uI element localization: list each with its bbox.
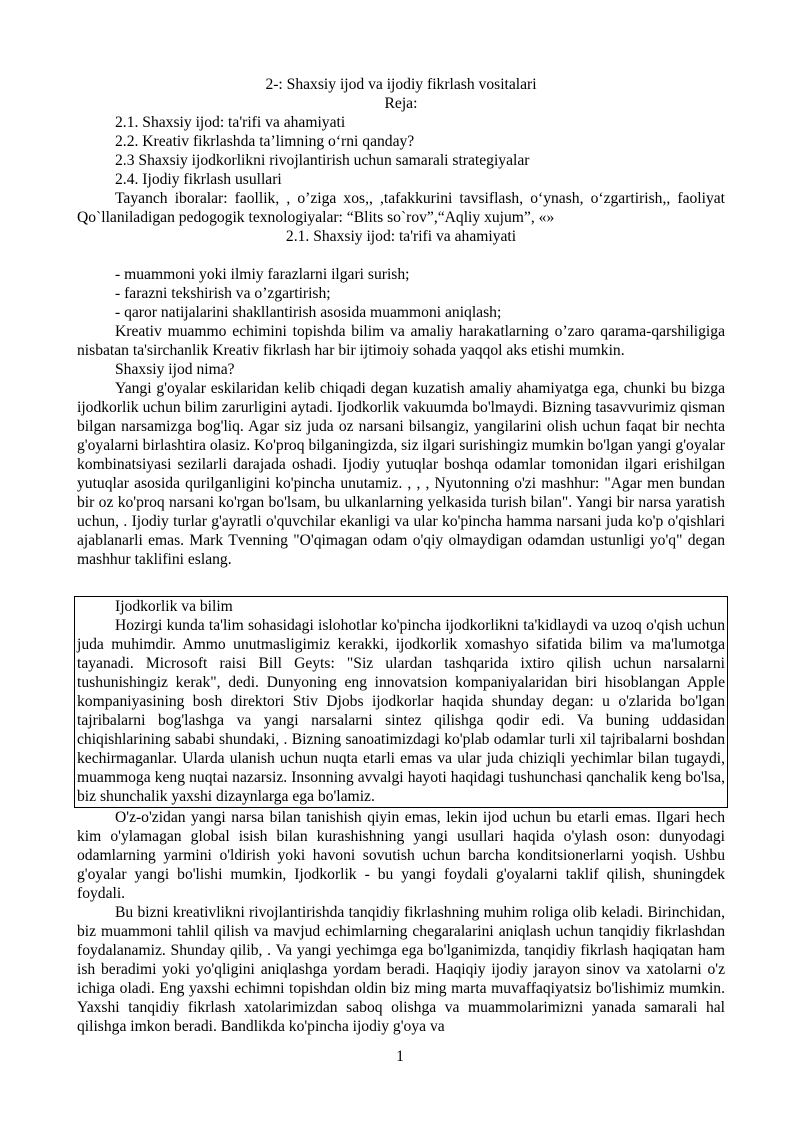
section-heading: 2.1. Shaxsiy ijod: ta'rifi va ahamiyati [285, 228, 517, 245]
document-page [77, 75, 725, 1036]
paragraph-bu: Bu bizni kreativlikni rivojlantirishda tanqidiy fikrlashning muhim roliga olib keladi. Birinchidan, biz muammoni tahlil qilish va mavjud echimlarning chegaralarini aniqlash uchun tanqidiy fikrlashdan foydalanamiz. Shunday qilib, . Va yangi yechimga ega bo'lganimizda, tanqidiy fikrlash haqiqatan ham ish beradimi yoki yo'qligini aniqlashga yordam beradi. Haqiqiy ijodiy jarayon sinov va xatolarni o'z ichiga oladi. Eng yaxshi echimni topishdan oldin biz ming marta muvaffaqiyatsiz bo'lishimiz mumkin. Yaxshi tanqidiy fikrlash xatolarimizdan saboq olishga va muammolarimizni yanada samarali hal qilishga imkon beradi. Bandlikda ko'pincha ijodiy g'oya va [77, 904, 725, 1035]
plan-item: 2.3 Shaxsiy ijodkorlikni rivojlantirish uchun samarali strategiyalar [115, 152, 530, 169]
question-heading: Shaxsiy ijod nima? [115, 361, 235, 378]
knowledge-box [74, 596, 728, 808]
plan-item: 2.2. Kreativ fikrlashda ta’limning o‘rni qanday? [115, 133, 415, 150]
paragraph-kreativ: Kreativ muammo echimini topishda bilim va amaliy harakatlarning o’zaro qarama-qarshiligiga nisbatan ta'sirchanlik Kreativ fikrlash har bir ijtimoiy sohada yaqqol aks etishi mumkin. [77, 323, 725, 359]
paragraph-ozidan: O'z-o'zidan yangi narsa bilan tanishish qiyin emas, lekin ijod uchun bu etarli emas. Ilgari hech kim o'ylamagan global isish bilan kurashishning yangi usullari haqida o'ylash oson: dunyodagi odamlarning yarmini o'ldirish yoki havoni sovutish uchun barcha konditsionerlarni yoqish. Ushbu g'oyalar yangi bo'lishi mumkin, Ijodkorlik - bu yangi foydali g'oyalarni taklif qilish, shuningdek foydali. [77, 809, 725, 902]
plan-item: 2.1. Shaxsiy ijod: ta'rifi va ahamiyati [115, 114, 346, 131]
technologies-line: Qo`llaniladigan pedogogik texnologiyalar: “Blits so`rov”,“Aqliy xujum”, «» [77, 209, 555, 226]
plan-heading: Reja: [384, 95, 418, 112]
page-number: 1 [396, 1048, 404, 1065]
box-heading: Ijodkorlik va bilim [115, 598, 233, 615]
bullet-item: - farazni tekshirish va o’zgartirish; [115, 285, 331, 302]
box-paragraph: Hozirgi kunda ta'lim sohasidagi islohotlar ko'pincha ijodkorlikni ta'kidlaydi va uzoq o'qish uchun juda muhimdir. Ammo unutmasligimiz kerakki, ijodkorlik xomashyo sifatida bilim va ma'lumotga tayanadi. Microsoft raisi Bill Geyts: "Siz ulardan tashqarida ixtiro qilish uchun narsalarni tushunishingiz kerak", dedi. Dunyoning eng innovatsion kompaniyalaridan biri hisoblangan Apple kompaniyasining bosh direktori Stiv Djobs ijodkorlar haqida shunday degan: u o'zlarida bo'lgan tajribalarni bog'lashga va yangi narsalarni sintez qilishga qodir edi. Va buning uddasidan chiqishlarining sababi shundaki, . Bizning sanoatimizdagi ko'plab odamlar turli xil tajribalarni boshdan kechirmaganlar. Ularda ulanish uchun nuqta etarli emas va ular juda chiziqli yechimlar bilan tugaydi, muammoga keng nuqtai nazarsiz. Insonning avvalgi hayoti haqidagi tushunchasi qanchalik keng bo'lsa, biz shunchalik yaxshi dizaynlarga ega bo'lamiz. [77, 617, 725, 805]
document-title: 2-: Shaxsiy ijod va ijodiy fikrlash vositalari [265, 76, 537, 93]
keywords-line: Tayanch iboralar: faollik, , o’ziga xos,, ,tafakkurini tavsiflash, o‘ynash, o‘zgartirish,, faoliyat [115, 190, 725, 207]
bullet-item: - muammoni yoki ilmiy farazlarni ilgari surish; [115, 266, 410, 283]
plan-item: 2.4. Ijodiy fikrlash usullari [115, 171, 282, 188]
paragraph-yangi: Yangi g'oyalar eskilaridan kelib chiqadi degan kuzatish amaliy ahamiyatga ega, chunki bu bizga ijodkorlik uchun bilim zarurligini aytadi. Ijodkorlik vakuumda bo'lmaydi. Bizning tasavvurimiz qisman bilgan narsamizga bog'liq. Agar siz juda oz narsani bilsangiz, yangilarini olish uchun faqat bir nechta g'oyalarni birlashtira olasiz. Ko'proq bilganingizda, siz ilgari surishingiz mumkin bo'lgan yangi g'oyalar kombinatsiyasi sezilarli darajada oshadi. Ijodiy yutuqlar boshqa odamlar tomonidan ilgari erishilgan yutuqlar asosida qurilganligini ko'pincha unutamiz. , , , Nyutonning o'zi mashhur: "Agar men bundan bir oz ko'proq narsani ko'rgan bo'lsam, bu ulkanlarning yelkasida turish bilan". Yangi bir narsa yaratish uchun, . Ijodiy turlar g'ayratli o'quvchilar ekanligi va ular ko'pincha hamma narsani juda ko'p o'qishlari ajablanarli emas. Mark Tvenning "O'qimagan odam o'qiy olmaydigan odamdan ustunligi yo'q" degan mashhur taklifini eslang. [77, 380, 725, 568]
bullet-item: - qaror natijalarini shakllantirish asosida muammoni aniqlash; [115, 304, 502, 321]
